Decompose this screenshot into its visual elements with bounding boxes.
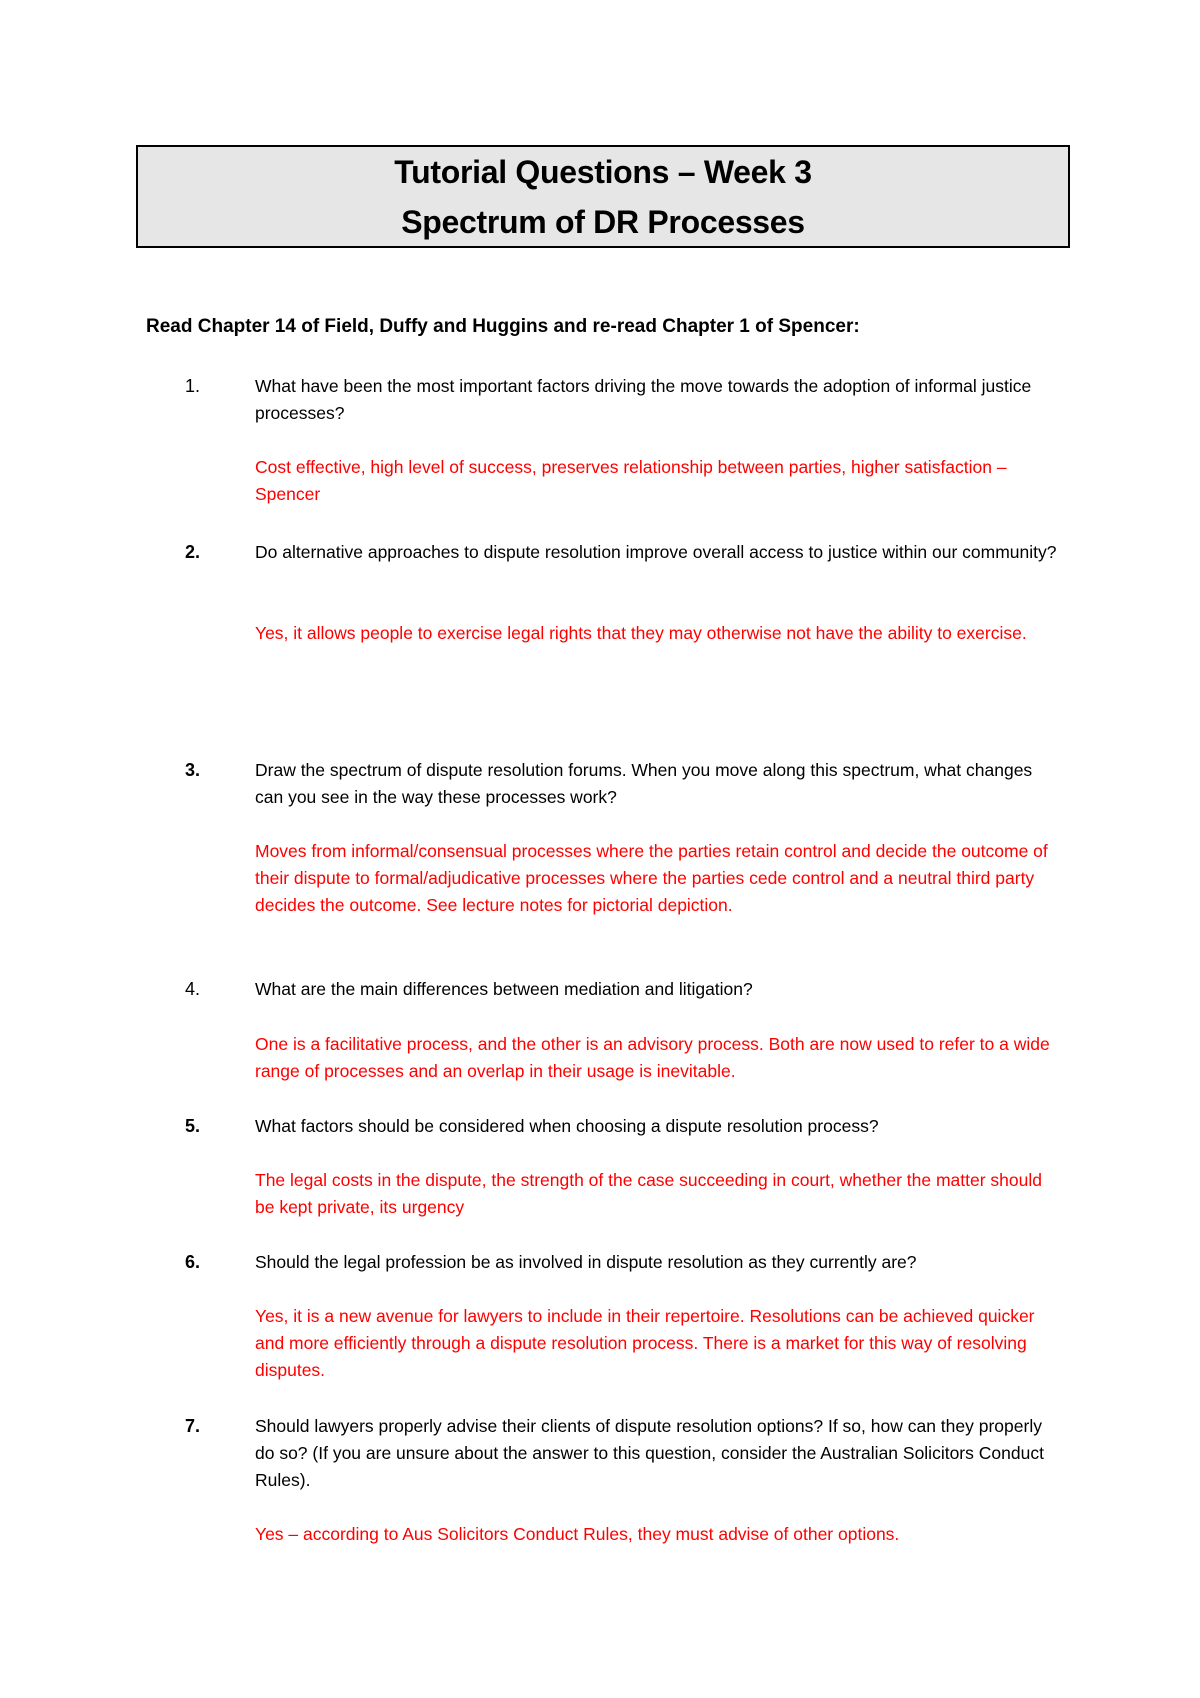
answer-text: Yes – according to Aus Solicitors Conduct Rules, they must advise of other options. xyxy=(255,1524,900,1544)
question-text: What factors should be considered when choosing a dispute resolution process? xyxy=(255,1116,879,1136)
question-text: Do alternative approaches to dispute resolution improve overall access to justice within our community? xyxy=(255,542,1057,562)
answer-text: Cost effective, high level of success, preserves relationship between parties, higher satisfaction – Spencer xyxy=(255,457,1007,504)
answer-text: The legal costs in the dispute, the strength of the case succeeding in court, whether the matter should be kept private, its urgency xyxy=(255,1170,1042,1217)
question-number: 1. xyxy=(185,376,201,396)
answer-text: One is a facilitative process, and the other is an advisory process. Both are now used to refer to a wide range of processes and an overlap in their usage is inevitable. xyxy=(255,1034,1050,1081)
question-number: 3. xyxy=(185,760,201,780)
answer-text: Yes, it is a new avenue for lawyers to include in their repertoire. Resolutions can be achieved quicker and more efficiently through a dispute resolution process. There is a market for this way of resolving disputes. xyxy=(255,1306,1035,1380)
question-text: Should the legal profession be as involved in dispute resolution as they currently are? xyxy=(255,1252,917,1272)
reading-instruction: Read Chapter 14 of Field, Duffy and Huggins and re-read Chapter 1 of Spencer: xyxy=(146,316,860,337)
page-subtitle: Spectrum of DR Processes xyxy=(401,204,805,240)
question-number: 2. xyxy=(185,542,201,562)
page-title: Tutorial Questions – Week 3 xyxy=(394,154,812,190)
question-number: 5. xyxy=(185,1116,201,1136)
answer-text: Moves from informal/consensual processes where the parties retain control and decide the outcome of their dispute to formal/adjudicative processes where the parties cede control and a neutral third party decides the outcome. See lecture notes for pictorial depiction. xyxy=(255,841,1048,915)
question-text: What are the main differences between mediation and litigation? xyxy=(255,979,753,999)
question-number: 7. xyxy=(185,1416,201,1436)
question-text: Draw the spectrum of dispute resolution forums. When you move along this spectrum, what changes can you see in the way these processes work? xyxy=(255,760,1033,807)
answer-text: Yes, it allows people to exercise legal rights that they may otherwise not have the ability to exercise. xyxy=(255,623,1027,643)
question-text: Should lawyers properly advise their clients of dispute resolution options? If so, how can they properly do so? (If you are unsure about the answer to this question, consider the Australian Solicitors Conduct Rules). xyxy=(255,1416,1044,1490)
question-text: What have been the most important factors driving the move towards the adoption of informal justice processes? xyxy=(255,376,1032,423)
title-box xyxy=(136,145,1070,248)
question-number: 6. xyxy=(185,1252,201,1272)
question-number: 4. xyxy=(185,979,201,999)
